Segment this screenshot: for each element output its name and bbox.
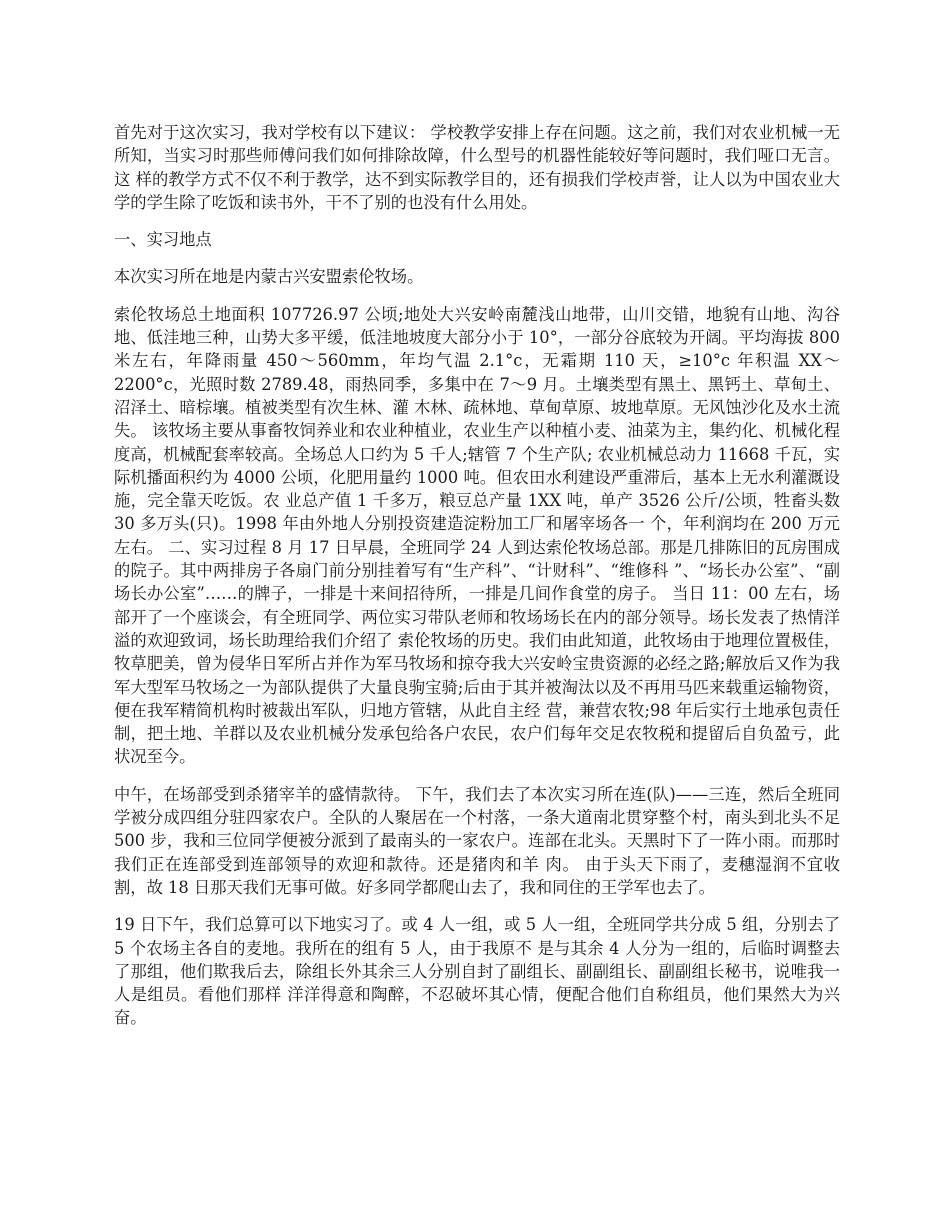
paragraph-day-19: 19 日下午，我们总算可以下地实习了。或 4 人一组，或 5 人一组，全班同学共分成 5 组，分别去了 5 个农场主各自的麦地。我所在的组有 5 人，由于我原不 是与其余 4 人分为一组的，后临时调整去了那组，他们欺我后去，除组长外其余三人分别自封了副组长、副副组长、副副组长秘书，说唯我一人是组员。看他们那样 洋洋得意和陶醉，不忍破坏其心情，便配合他们自称组员，他们果然大为兴奋。 bbox=[114, 915, 840, 1028]
paragraph-ranch-description: 索伦牧场总土地面积 107726.97 公顷;地处大兴安岭南麓浅山地带，山川交错，地貌有山地、沟谷地、低洼地三种，山势大多平缓，低洼地坡度大部分小于 10°，一部分谷底较为开阔。平均海拔 800 米左右，年降雨量 450～560mm，年均气温 2.1°c，无霜期 110 天，≥10°c 年积温 XX～2200°c，光照时数 2789.48，雨热同季，多集中在 7～9 月。土壤类型有黑土、黑钙土、草甸土、沼泽土、暗棕壤。植被类型有次生林、灌 木林、疏林地、草甸草原、坡地草原。无风蚀沙化及水土流失。 该牧场主要从事畜牧饲养业和农业种植业，农业生产以种植小麦、油菜为主，集约化、机械化程度高，机械配套率较高。全场总人口约为 5 千人;辖管 7 个生产队; 农业机械总动力 11668 千瓦，实际机播面积约为 4000 公顷，化肥用量约 1000 吨。但农田水利建设严重滞后，基本上无水利灌溉设施，完全靠天吃饭。农 业总产值 1 千多万，粮豆总产量 1XX 吨，单产 3526 公斤/公顷，牲畜头数 30 多万头(只)。1998 年由外地人分别投资建造淀粉加工厂和屠宰场各一 个，年利润均在 200 万元左右。 二、实习过程 8 月 17 日早晨，全班同学 24 人到达索伦牧场总部。那是几排陈旧的瓦房围成的院子。其中两排房子各扇门前分别挂着写有“生产科”、“计财科”、“维修科 ”、“场长办公室”、“副场长办公室”……的牌子，一排是十来间招待所，一排是几间作食堂的房子。 当日 11：00 左右，场部开了一个座谈会，有全班同学、两位实习带队老师和牧场场长在内的部分领导。场长发表了热情洋溢的欢迎致词，场长助理给我们介绍了 索伦牧场的历史。我们由此知道，此牧场由于地理位置极佳，牧草肥美，曾为侵华日军所占并作为军马牧场和掠夺我大兴安岭宝贵资源的必经之路;解放后又作为我 军大型军马牧场之一为部队提供了大量良驹宝骑;后由于其并被淘汰以及不再用马匹来载重运输物资，便在我军精简机构时被裁出军队，归地方管辖，从此自主经 营，兼营农牧;98 年后实行土地承包责任制，把土地、羊群以及农业机械分发承包给各户农民，农户们每年交足农牧税和提留后自负盈亏，此状况至今。 bbox=[114, 304, 840, 767]
paragraph-suggestion: 首先对于这次实习，我对学校有以下建议： 学校教学安排上存在问题。这之前，我们对农业机械一无所知，当实习时那些师傅问我们如何排除故障，什么型号的机器性能较好等问题时，我们哑口无言。这 样的教学方式不仅不利于教学，达不到实际教学目的，还有损我们学校声誉，让人以为中国农业大学的学生除了吃饭和读书外，干不了别的也没有什么用处。 bbox=[114, 123, 840, 212]
paragraph-noon: 中午，在场部受到杀猪宰羊的盛情款待。 下午，我们去了本次实习所在连(队)——三连，然后全班同学被分成四组分驻四家农户。全队的人聚居在一个村落，一条大道南北贯穿整个村，南头到北头不足 500 步，我和三位同学便被分派到了最南头的一家农户。连部在北头。天黑时下了一阵小雨。而那时我们正在连部受到连部领导的欢迎和款待。还是猪肉和羊 肉。 由于头天下雨了，麦穗湿润不宜收割，故 18 日那天我们无事可做。好多同学都爬山去了，我和同住的王学军也去了。 bbox=[114, 784, 840, 897]
section-heading-location: 一、实习地点 bbox=[114, 230, 212, 250]
paragraph-location: 本次实习所在地是内蒙古兴安盟索伦牧场。 bbox=[114, 267, 424, 287]
document-page bbox=[114, 121, 840, 1044]
